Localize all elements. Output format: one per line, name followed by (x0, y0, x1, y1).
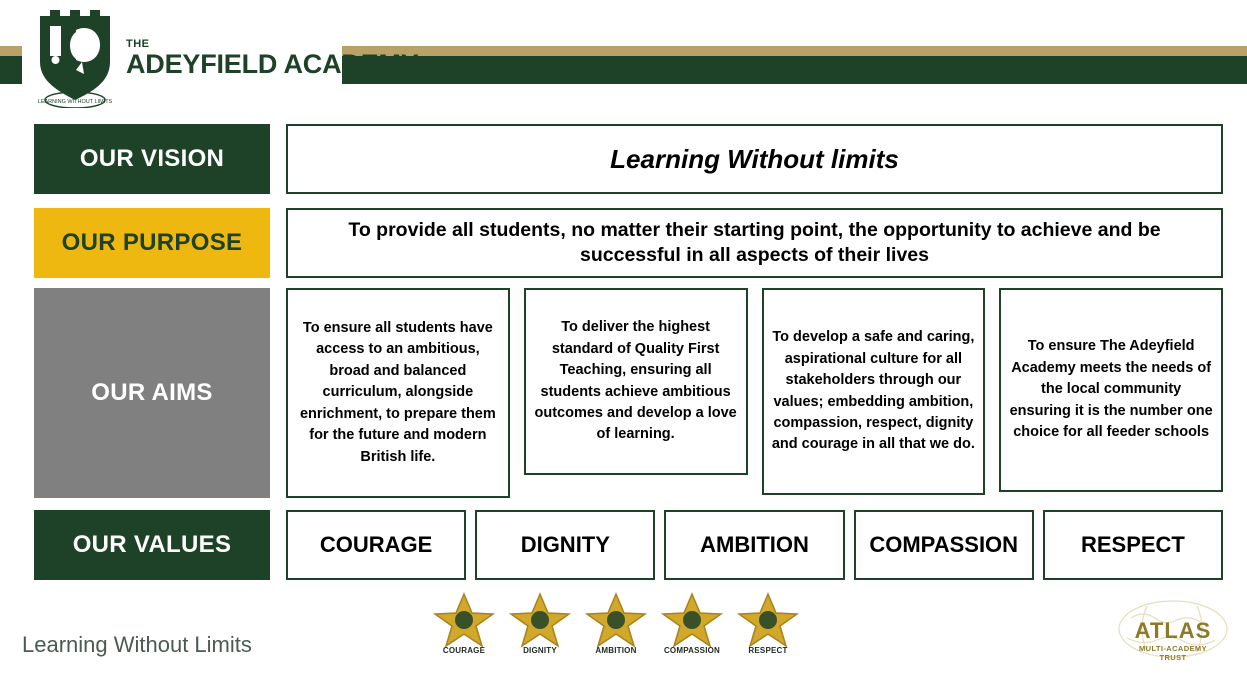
values-card-list (286, 510, 1223, 580)
star-badge (658, 592, 726, 672)
values-star-badges (430, 592, 810, 672)
star-badge (734, 592, 802, 672)
star-label: COURAGE (442, 646, 486, 655)
school-logo (22, 6, 419, 110)
star-icon (433, 592, 495, 650)
row-aims (34, 288, 1223, 498)
logo-academy-name: ADEYFIELD ACADEMY (126, 48, 419, 79)
star-label: AMBITION (595, 646, 637, 655)
logo-the-label: THE (126, 37, 150, 50)
aims-card-list (286, 288, 1223, 498)
purpose-label: OUR PURPOSE (34, 208, 270, 278)
value-card: DIGNITY (475, 510, 655, 580)
logo-text (126, 39, 419, 78)
star-icon (661, 592, 723, 650)
aim-card: To ensure all students have access to an ambitious, broad and balanced curriculum, alongside enrichment, to prepare them for the future and modern British life. (286, 288, 510, 498)
star-label: RESPECT (748, 646, 788, 655)
atlas-sub-line2: TRUST (1159, 653, 1187, 663)
value-card: COMPASSION (854, 510, 1034, 580)
row-values (34, 510, 1223, 580)
aim-card: To ensure The Adeyfield Academy meets the needs of the local community ensuring it is the number one choice for all feeder schools (999, 288, 1223, 492)
row-purpose (34, 208, 1223, 278)
footer-tagline: Learning Without Limits (22, 632, 252, 657)
value-card: AMBITION (664, 510, 844, 580)
aims-label: OUR AIMS (34, 288, 270, 498)
header (0, 0, 1247, 112)
shield-crest-icon (32, 8, 118, 108)
atlas-trust-logo (1113, 598, 1233, 670)
atlas-name: ATLAS (1134, 618, 1212, 643)
star-label: DIGNITY (523, 646, 557, 655)
value-card: RESPECT (1043, 510, 1223, 580)
star-badge (430, 592, 498, 672)
header-gold-band-right (340, 46, 1247, 56)
row-vision (34, 124, 1223, 194)
values-label: OUR VALUES (34, 510, 270, 580)
value-card: COURAGE (286, 510, 466, 580)
star-icon (509, 592, 571, 650)
vision-label: OUR VISION (34, 124, 270, 194)
star-label: COMPASSION (663, 646, 721, 655)
purpose-statement: To provide all students, no matter their starting point, the opportunity to achieve and be successful in all aspects of their lives (286, 208, 1223, 278)
star-badge (582, 592, 650, 672)
star-icon (737, 592, 799, 650)
star-badge (506, 592, 574, 672)
vision-statement: Learning Without limits (286, 124, 1223, 194)
aim-card: To develop a safe and caring, aspirational culture for all stakeholders through our values; embedding ambition, compassion, respect, dignity and courage in all that we do. (762, 288, 986, 495)
atlas-sub-line1: MULTI-ACADEMY (1139, 644, 1207, 653)
star-icon (585, 592, 647, 650)
aim-card: To deliver the highest standard of Quality First Teaching, ensuring all students achieve ambitious outcomes and develop a love of learning. (524, 288, 748, 475)
svg-text:LEARNING WITHOUT LIMITS: LEARNING WITHOUT LIMITS (37, 99, 113, 105)
